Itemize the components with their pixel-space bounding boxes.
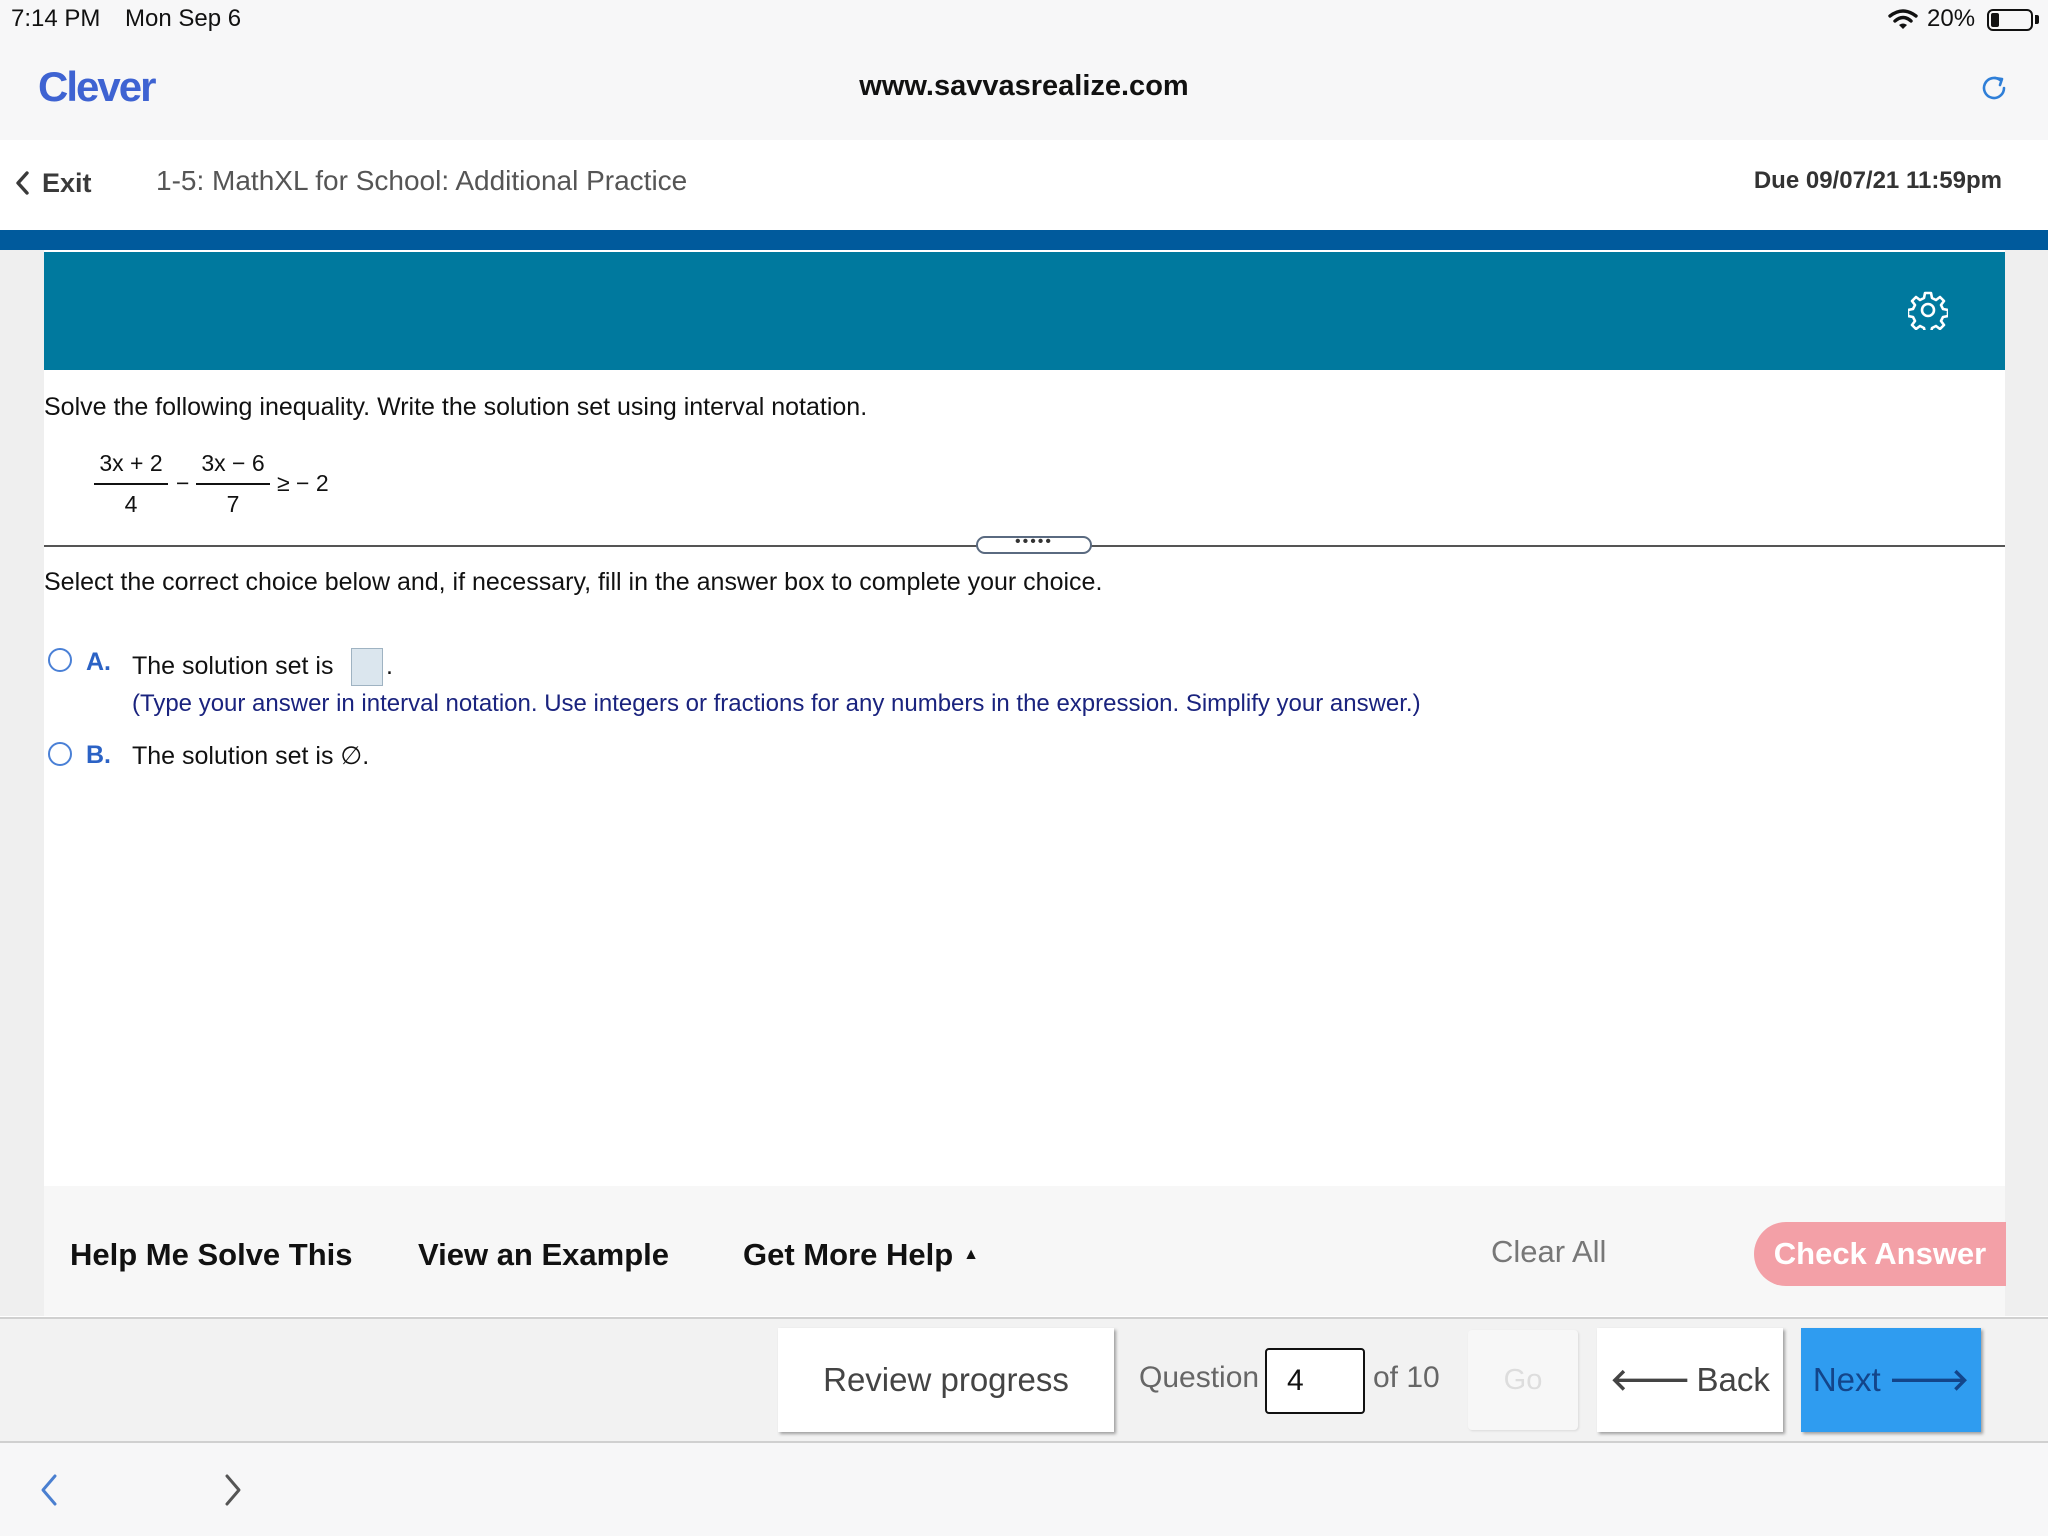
fraction-2-denominator: 7 — [226, 491, 240, 517]
chevron-left-icon[interactable] — [30, 1468, 70, 1512]
status-bar — [0, 0, 2048, 40]
get-more-help-label: Get More Help — [743, 1237, 954, 1272]
battery-icon — [1987, 9, 2033, 31]
answer-format-hint: (Type your answer in interval notation. Use integers or fractions for any numbers in the expression. Simplify your answer.) — [132, 690, 1421, 717]
exit-label: Exit — [42, 167, 92, 198]
address-bar-url[interactable]: www.savvasrealize.com — [859, 70, 1189, 102]
option-a-period: . — [386, 652, 393, 680]
fraction-2-numerator: 3x − 6 — [196, 450, 270, 485]
minus-sign: − — [176, 470, 190, 496]
next-button[interactable] — [1801, 1328, 1981, 1432]
question-instruction: Solve the following inequality. Write the solution set using interval notation. — [44, 393, 868, 421]
get-more-help-button[interactable] — [743, 1237, 979, 1273]
check-answer-button[interactable]: Check Answer — [1754, 1222, 2006, 1286]
fraction-1 — [94, 450, 168, 518]
fraction-1-denominator: 4 — [124, 491, 138, 517]
review-progress-button[interactable]: Review progress — [778, 1328, 1114, 1432]
question-number-label: Question — [1139, 1361, 1260, 1394]
browser-bottom-bar — [0, 1443, 2048, 1536]
go-button[interactable]: Go — [1468, 1330, 1578, 1430]
fraction-1-numerator: 3x + 2 — [94, 450, 168, 485]
option-b-letter: B. — [86, 741, 111, 769]
inequality-rhs: ≥ − 2 — [277, 470, 329, 496]
option-b-radio[interactable] — [48, 742, 72, 766]
option-a-letter: A. — [86, 648, 111, 676]
header-divider — [0, 230, 2048, 250]
caret-up-icon: ▲ — [963, 1246, 979, 1263]
clear-all-button[interactable]: Clear All — [1491, 1234, 1607, 1269]
answer-input-box[interactable] — [351, 648, 383, 686]
arrow-left-icon: 🡐 — [1610, 1364, 1691, 1397]
option-a-text: The solution set is — [132, 652, 334, 680]
status-time: 7:14 PM — [11, 5, 101, 32]
exit-button[interactable] — [14, 163, 92, 203]
next-label: Next — [1812, 1361, 1881, 1398]
question-number-input[interactable] — [1265, 1348, 1365, 1414]
chevron-right-icon[interactable] — [212, 1468, 252, 1512]
back-button[interactable] — [1597, 1328, 1783, 1432]
fraction-2 — [196, 450, 270, 518]
pane-resize-handle[interactable]: ••••• — [976, 536, 1092, 554]
clever-logo[interactable]: Clever — [38, 63, 155, 110]
wifi-icon — [1888, 8, 1918, 32]
back-label: Back — [1696, 1361, 1770, 1398]
question-total: of 10 — [1373, 1361, 1440, 1394]
battery-tip — [2035, 15, 2039, 24]
arrow-right-icon: 🡒 — [1888, 1364, 1970, 1397]
status-date: Mon Sep 6 — [125, 5, 242, 32]
question-panel — [44, 250, 2005, 1186]
help-me-solve-button[interactable]: Help Me Solve This — [70, 1237, 353, 1272]
option-a-radio[interactable] — [48, 648, 72, 672]
option-b-text: The solution set is ∅. — [132, 742, 370, 770]
assignment-title: 1-5: MathXL for School: Additional Practice — [156, 165, 688, 196]
choice-instruction: Select the correct choice below and, if necessary, fill in the answer box to complete your choice. — [44, 568, 1103, 596]
view-example-button[interactable]: View an Example — [418, 1237, 669, 1272]
reload-icon[interactable] — [1978, 72, 2010, 104]
gear-icon[interactable] — [1908, 290, 1948, 330]
question-banner — [44, 252, 2005, 370]
due-date: Due 09/07/21 11:59pm — [1753, 167, 2002, 194]
chevron-left-icon — [14, 170, 30, 196]
battery-percent: 20% — [1927, 5, 1976, 32]
